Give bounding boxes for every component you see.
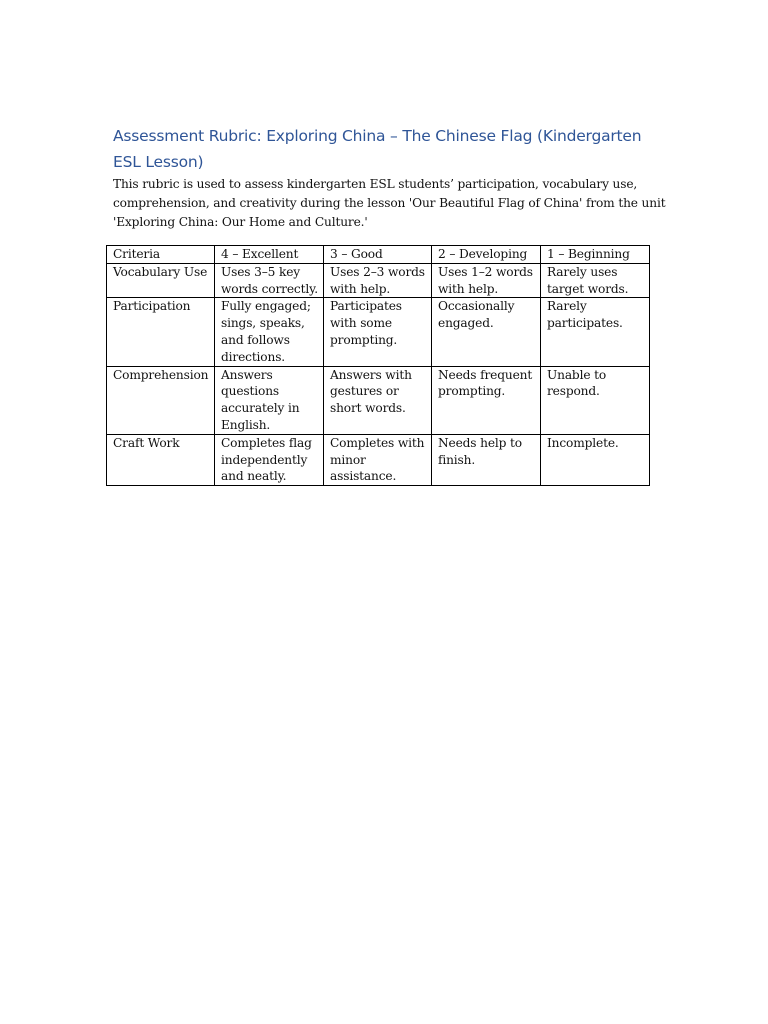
developing-cell: Needs frequent prompting. [432,366,541,434]
header-criteria: Criteria [107,246,215,264]
header-good: 3 – Good [324,246,432,264]
developing-cell: Needs help to finish. [432,434,541,485]
excellent-cell: Completes flag independently and neatly. [215,434,324,485]
beginning-cell: Rarely uses target words. [541,263,650,298]
table-row [107,366,650,434]
table-row [107,298,650,366]
table-row [107,263,650,298]
good-cell: Completes with minor assistance. [324,434,432,485]
good-cell: Uses 2–3 words with help. [324,263,432,298]
criteria-cell: Comprehension [107,366,215,434]
good-cell: Answers with gestures or short words. [324,366,432,434]
developing-cell: Occasionally engaged. [432,298,541,366]
header-beginning: 1 – Beginning [541,246,650,264]
header-developing: 2 – Developing [432,246,541,264]
excellent-cell: Uses 3–5 key words correctly. [215,263,324,298]
excellent-cell: Fully engaged; sings, speaks, and follows directions. [215,298,324,366]
criteria-cell: Participation [107,298,215,366]
criteria-cell: Vocabulary Use [107,263,215,298]
document-title: Assessment Rubric: Exploring China – The Chinese Flag (Kindergarten ESL Lesson) [113,127,642,171]
table-row [107,434,650,485]
good-cell: Participates with some prompting. [324,298,432,366]
excellent-cell: Answers questions accurately in English. [215,366,324,434]
developing-cell: Uses 1–2 words with help. [432,263,541,298]
beginning-cell: Unable to respond. [541,366,650,434]
header-excellent: 4 – Excellent [215,246,324,264]
criteria-cell: Craft Work [107,434,215,485]
beginning-cell: Incomplete. [541,434,650,485]
beginning-cell: Rarely participates. [541,298,650,366]
rubric-header-row [107,246,650,264]
intro-paragraph: This rubric is used to assess kindergarten ESL students’ participation, vocabulary use, comprehension, and creativity during the lesson 'Our Beautiful Flag of China' from the unit 'Exploring China: Our Home and Culture.' [113,177,666,229]
rubric-table [106,245,650,486]
